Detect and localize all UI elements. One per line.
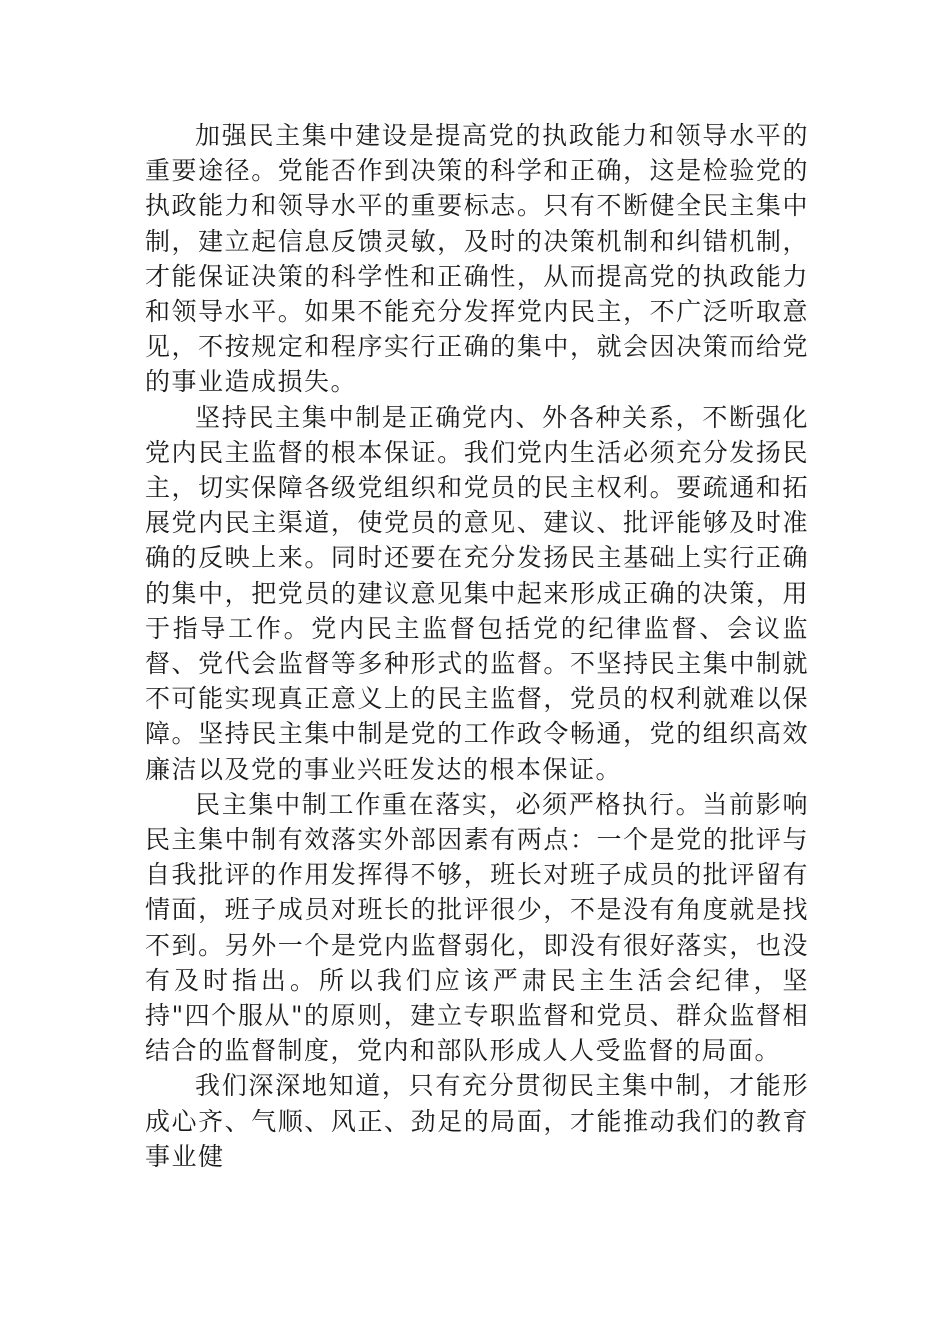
paragraph-2: 坚持民主集中制是正确党内、外各种关系，不断强化党内民主监督的根本保证。我们党内生活必须充分发扬民主，切实保障各级党组织和党员的民主权利。要疏通和拓展党内民主渠道，使党员的意见、建议、批评能够及时准确的反映上来。同时还要在充分发扬民主基础上实行正确的集中，把党员的建议意见集中起来形成正确的决策，用于指导工作。党内民主监督包括党的纪律监督、会议监督、党代会监督等多种形式的监督。不坚持民主集中制就不可能实现真正意义上的民主监督，党员的权利就难以保障。坚持民主集中制是党的工作政令畅通，党的组织高效廉洁以及党的事业兴旺发达的根本保证。 [145,402,809,784]
document-page [145,118,809,1174]
paragraph-3: 民主集中制工作重在落实，必须严格执行。当前影响民主集中制有效落实外部因素有两点：一个是党的批评与自我批评的作用发挥得不够，班长对班子成员的批评留有情面，班子成员对班长的批评很少，不是没有角度就是找不到。另外一个是党内监督弱化，即没有很好落实，也没有及时指出。所以我们应该严肃民主生活会纪律，坚持"四个服从"的原则，建立专职监督和党员、群众监督相结合的监督制度，党内和部队形成人人受监督的局面。 [145,789,809,1066]
paragraph-4: 我们深深地知道，只有充分贯彻民主集中制，才能形成心齐、气顺、风正、劲足的局面，才能推动我们的教育事业健 [145,1071,809,1171]
paragraph-1: 加强民主集中建设是提高党的执政能力和领导水平的重要途径。党能否作到决策的科学和正确，这是检验党的执政能力和领导水平的重要标志。只有不断健全民主集中制，建立起信息反馈灵敏，及时的决策机制和纠错机制，才能保证决策的科学性和正确性，从而提高党的执政能力和领导水平。如果不能充分发挥党内民主，不广泛听取意见，不按规定和程序实行正确的集中，就会因决策而给党的事业造成损失。 [145,121,809,397]
